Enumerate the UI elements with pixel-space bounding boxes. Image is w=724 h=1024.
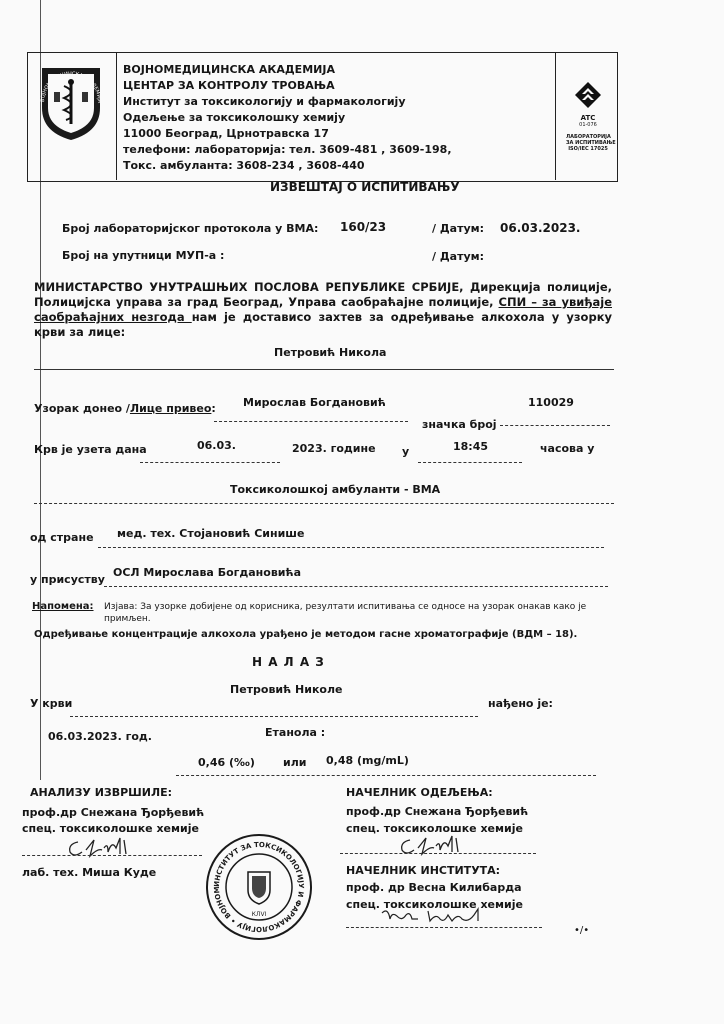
analyst-title: спец. токсиколошке хемије bbox=[22, 822, 199, 835]
header-line-1: ВОЈНОМЕДИЦИНСКА АКАДЕМИЈА bbox=[123, 63, 335, 76]
subject-name: Петровић Никола bbox=[274, 346, 387, 359]
header-line-2: ЦЕНТАР ЗА КОНТРОЛУ ТРОВАЊА bbox=[123, 79, 335, 92]
analysts-title: АНАЛИЗУ ИЗВРШИЛЕ: bbox=[30, 786, 173, 799]
ats-line-2: ЗА ИСПИТИВАЊЕ bbox=[566, 140, 616, 146]
blood-date-line bbox=[140, 462, 280, 463]
method-text: Одређивање концентрације алкохола урађено је методом гасне хроматографије (ВДМ – 18). bbox=[34, 629, 578, 640]
analyst-sign-line bbox=[22, 855, 202, 856]
in-blood-label: У крви bbox=[30, 697, 73, 710]
finding-title: Н А Л А З bbox=[252, 655, 325, 669]
date-label-2: / Датум: bbox=[432, 250, 485, 263]
by-label: од стране bbox=[30, 531, 94, 544]
ats-code: ATC bbox=[580, 114, 596, 122]
official-stamp bbox=[204, 832, 314, 946]
blood-label: Крв је узета дана bbox=[34, 443, 147, 456]
head-inst-title: НАЧЕЛНИК ИНСТИТУТА: bbox=[346, 864, 501, 877]
presence-value: ОСЛ Мирослава Богдановића bbox=[113, 566, 302, 579]
analyst-name: проф.др Снежана Ђорђевић bbox=[22, 806, 205, 819]
head-dept-name: проф.др Снежана Ђорђевић bbox=[346, 805, 529, 818]
request-paragraph bbox=[34, 280, 612, 340]
officer-name: Мирослав Богдановић bbox=[243, 396, 386, 409]
badge-line bbox=[500, 425, 610, 426]
ethanol-label: Етанола : bbox=[265, 726, 326, 739]
ats-line-3: ISO/IEC 17025 bbox=[568, 146, 608, 152]
header-divider bbox=[116, 52, 117, 180]
found-label: нађено је: bbox=[488, 697, 553, 710]
blood-time: 18:45 bbox=[453, 440, 489, 453]
para-part-1: МИНИСТАРСТВО УНУТРАШЊИХ ПОСЛОВА РЕПУБЛИКЕ СРБИЈЕ, Дирекција полиције, Полицијска управа за град Београд, Управа саобраћајне полиције, bbox=[34, 280, 612, 309]
finding-date: 06.03.2023. год. bbox=[48, 730, 152, 743]
finding-name-line bbox=[70, 716, 478, 717]
header-line-3: Институт за токсикологију и фармакологију bbox=[123, 95, 406, 108]
hours-label: часова у bbox=[540, 442, 595, 455]
finding-name: Петровић Николе bbox=[230, 683, 343, 696]
head-dept-title: НАЧЕЛНИК ОДЕЉЕЊА: bbox=[346, 786, 493, 799]
report-title: ИЗВЕШТАЈ О ИСПИТИВАЊУ bbox=[270, 180, 460, 194]
blood-time-line bbox=[418, 462, 522, 463]
header-line-4: Одељење за токсиколошку хемију bbox=[123, 111, 346, 124]
lab-tech: лаб. тех. Миша Куде bbox=[22, 866, 157, 879]
head-dept-spec: спец. токсиколошке хемије bbox=[346, 822, 523, 835]
date-value-1: 06.03.2023. bbox=[500, 221, 581, 235]
head-inst-sign-line bbox=[346, 927, 542, 928]
ats-badge bbox=[566, 80, 616, 152]
protocol-label: Број лабораторијског протокола у ВМА: bbox=[62, 222, 319, 235]
blood-year: 2023. године bbox=[292, 442, 376, 455]
header-divider-right bbox=[555, 52, 556, 180]
note-label: Напомена: bbox=[32, 601, 94, 612]
svg-text:ВОЈНОМЕДИЦИНСКА АКАДЕМИЈА БЕОГ: ВОЈНОМЕДИЦИНСКА АКАДЕМИЈА bbox=[39, 70, 103, 104]
svg-text:КЛVI: КЛVI bbox=[251, 911, 267, 918]
presence-line bbox=[104, 586, 608, 587]
officer-line bbox=[214, 421, 408, 422]
by-line bbox=[98, 547, 604, 548]
badge-number: 110029 bbox=[528, 396, 574, 409]
head-dept-sign-line bbox=[340, 853, 536, 854]
header-line-7: Токс. амбуланта: 3608-234 , 3608-440 bbox=[123, 159, 365, 172]
para-underlined: СПИ – за увиђаје саобраћајних незгода bbox=[34, 295, 612, 324]
analyst-signature bbox=[64, 836, 144, 866]
ats-mark-icon bbox=[573, 80, 603, 110]
value-permille: 0,46 (‰) bbox=[198, 756, 255, 769]
svg-text:ИНСТИТУТ ЗА ТОКСИКОЛОГИЈУ И ФА: ИНСТИТУТ ЗА ТОКСИКОЛОГИЈУ И ФАРМАКОЛОГИЈУ • ВОЈНОМ bbox=[212, 840, 306, 934]
ats-number: 01-076 bbox=[579, 122, 597, 128]
location-line bbox=[34, 503, 614, 504]
location: Токсиколошкој амбуланти - ВМА bbox=[230, 483, 441, 496]
vma-logo bbox=[34, 62, 108, 146]
para-part-2: нам је достависо захтев за одређивање алкохола у узорку крви за лице: bbox=[34, 310, 612, 339]
sample-label: Узорак донео /Лице привео: bbox=[34, 402, 216, 415]
blood-date: 06.03. bbox=[197, 439, 236, 452]
value-mgml: 0,48 (mg/mL) bbox=[326, 754, 409, 767]
ats-line-1: ЛАБОРАТОРИЈА bbox=[566, 134, 611, 140]
rule-1 bbox=[34, 369, 614, 370]
header-line-6: телефони: лабораторија: тел. 3609-481 , 3609-198, bbox=[123, 143, 452, 156]
head-inst-spec: спец. токсиколошке хемије bbox=[346, 898, 523, 911]
or-label: или bbox=[283, 756, 307, 769]
protocol-value: 160/23 bbox=[340, 220, 387, 234]
at-label: у bbox=[402, 445, 410, 458]
by-value: мед. тех. Стојановић Синише bbox=[117, 527, 305, 540]
head-dept-signature bbox=[396, 834, 476, 864]
note-text: Изјава: За узорке добијене од корисника, резултати испитивања се односе на узорак онакав како је примљен. bbox=[104, 602, 587, 624]
value-line bbox=[176, 775, 596, 776]
head-inst-name: проф. др Весна Килибарда bbox=[346, 881, 522, 894]
date-label-1: / Датум: bbox=[432, 222, 485, 235]
presence-label: у присуству bbox=[30, 573, 105, 586]
badge-label: значка број bbox=[422, 418, 497, 431]
page-mark: •/• bbox=[574, 925, 590, 936]
header-line-5: 11000 Београд, Црнотравска 17 bbox=[123, 127, 329, 140]
referral-label: Број на упутници МУП-а : bbox=[62, 249, 225, 262]
